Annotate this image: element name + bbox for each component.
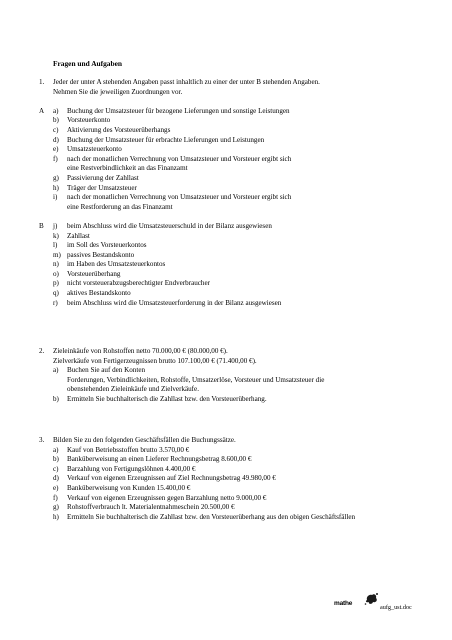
item-text: Buchung der Umsatzsteuer für bezogene Lieferungen und sonstige Leistungen bbox=[67, 106, 290, 115]
item-continuation: Forderungen, Verbindlichkeiten, Rohstoffe, Umsatzerlöse, Vorsteuer und Umsatzsteuer die bbox=[67, 375, 325, 384]
item-label: h) bbox=[53, 512, 59, 521]
item-label: f) bbox=[53, 493, 58, 502]
item-label: a) bbox=[53, 445, 59, 454]
ink-splash-icon bbox=[363, 591, 379, 607]
item-label: g) bbox=[53, 173, 59, 182]
item-label: r) bbox=[53, 298, 58, 307]
item-label: c) bbox=[53, 464, 59, 473]
footer bbox=[330, 591, 440, 615]
task-text: Zieleinkäufe von Rohstoffen netto 70.000,00 € (80.000,00 €). bbox=[53, 347, 228, 355]
item-label: j) bbox=[53, 221, 58, 230]
task-text: Nehmen Sie die jeweiligen Zuordnungen vor. bbox=[53, 87, 183, 96]
item-label: b) bbox=[53, 116, 59, 125]
task-number: 2. bbox=[39, 347, 45, 355]
group-label: B bbox=[39, 221, 44, 230]
task-3 bbox=[39, 436, 429, 522]
task-1 bbox=[39, 78, 429, 308]
item-continuation: eine Restverbindlichkeit an das Finanzamt bbox=[67, 164, 188, 173]
item-label: a) bbox=[53, 366, 59, 375]
item-text: Kauf von Betriebsstoffen brutto 3.570,00 € bbox=[67, 445, 190, 454]
item-label: p) bbox=[53, 279, 59, 288]
item-label: k) bbox=[53, 231, 59, 240]
item-label: n) bbox=[53, 260, 59, 269]
logo: mathe bbox=[334, 600, 353, 607]
item-label: d) bbox=[53, 474, 59, 483]
item-label: l) bbox=[53, 241, 58, 250]
item-label: f) bbox=[53, 154, 58, 163]
item-text: Träger der Umsatzsteuer bbox=[67, 183, 137, 192]
item-text: nach der monatlichen Verrechnung von Umsatzsteuer und Vorsteuer ergibt sich bbox=[67, 154, 292, 163]
item-text: im Soll des Vorsteuerkontos bbox=[67, 241, 147, 250]
task-2 bbox=[39, 347, 429, 405]
item-label: e) bbox=[53, 483, 59, 492]
item-label: q) bbox=[53, 289, 59, 298]
item-text: Vorsteuerkonto bbox=[67, 116, 111, 125]
item-text: Ermitteln Sie buchhalterisch die Zahllast bzw. den Vorsteuerüberhang aus den obigen Geschäftsfällen bbox=[67, 512, 356, 521]
item-label: b) bbox=[53, 394, 59, 403]
item-text: Banküberweisung von Kunden 15.400,00 € bbox=[67, 483, 191, 492]
item-text: aktives Bestandskonto bbox=[67, 289, 131, 298]
item-text: Umsatzsteuerkonto bbox=[67, 145, 122, 154]
item-text: Verkauf von eigenen Erzeugnissen auf Ziel Rechnungsbetrag 49.980,00 € bbox=[67, 474, 276, 483]
item-text: nicht vorsteuerabzugsberechtigter Endverbraucher bbox=[67, 279, 210, 288]
task-number: 3. bbox=[39, 436, 45, 444]
item-text: beim Abschluss wird die Umsatzsteuerforderung in der Bilanz ausgewiesen bbox=[67, 298, 282, 307]
item-text: passives Bestandskonto bbox=[67, 250, 135, 259]
task-number: 1. bbox=[39, 78, 45, 86]
item-text: Vorsteuerüberhang bbox=[67, 269, 121, 278]
item-continuation: obenstehenden Zieleinkäufe und Zielverkäufe. bbox=[67, 385, 199, 394]
item-label: g) bbox=[53, 503, 59, 512]
task-text: Zielverkäufe von Fertigerzeugnissen brutto 107.100,00 € (71.400,00 €). bbox=[53, 356, 257, 365]
item-label: e) bbox=[53, 145, 59, 154]
item-label: h) bbox=[53, 183, 59, 192]
group-label: A bbox=[39, 106, 45, 115]
item-label: d) bbox=[53, 135, 59, 144]
item-text: im Haben des Umsatzsteuerkontos bbox=[67, 260, 166, 269]
item-label: m) bbox=[53, 250, 61, 259]
item-text: beim Abschluss wird die Umsatzsteuerschuld in der Bilanz ausgewiesen bbox=[67, 221, 272, 230]
page-heading: Fragen und Aufgaben bbox=[53, 59, 122, 68]
item-text: nach der monatlichen Verrechnung von Umsatzsteuer und Vorsteuer ergibt sich bbox=[67, 193, 292, 202]
item-text: Barzahlung von Fertigungslöhnen 4.400,00 € bbox=[67, 464, 196, 473]
item-text: Verkauf von eigenen Erzeugnissen gegen Barzahlung netto 9.000,00 € bbox=[67, 493, 267, 502]
item-text: Buchen Sie auf den Konten bbox=[67, 366, 146, 375]
item-text: Aktivierung des Vorsteuerüberhangs bbox=[67, 125, 171, 134]
file-name: aufg_ust.doc bbox=[380, 604, 412, 611]
item-label: a) bbox=[53, 106, 59, 115]
item-label: i) bbox=[53, 193, 58, 202]
item-text: Passivierung der Zahllast bbox=[67, 173, 139, 182]
item-text: Buchung der Umsatzsteuer für erbrachte Lieferungen und Leistungen bbox=[67, 135, 265, 144]
item-text: Rohstoffverbrauch lt. Materialentnahmeschein 20.500,00 € bbox=[67, 503, 235, 512]
item-label: c) bbox=[53, 125, 59, 134]
item-text: Zahllast bbox=[67, 231, 90, 240]
task-text: Bilden Sie zu den folgenden Geschäftsfällen die Buchungssätze. bbox=[53, 436, 236, 444]
item-label: o) bbox=[53, 269, 59, 278]
item-continuation: eine Restforderung an das Finanzamt bbox=[67, 202, 173, 211]
task-text: Jeder der unter A stehenden Angaben passt inhaltlich zu einer der unter B stehenden Angaben. bbox=[53, 78, 320, 86]
item-text: Ermitteln Sie buchhalterisch die Zahllast bzw. den Vorsteuerüberhang. bbox=[67, 394, 267, 403]
item-text: Banküberweisung an einen Lieferer Rechnungsbetrag 8.600,00 € bbox=[67, 455, 252, 464]
item-label: b) bbox=[53, 455, 59, 464]
